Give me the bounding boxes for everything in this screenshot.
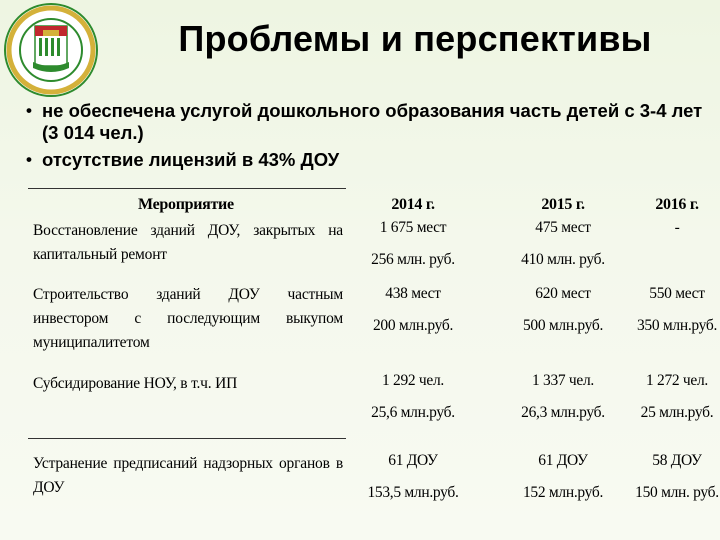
page-title: Проблемы и перспективы <box>178 18 652 59</box>
table-cell: 410 млн. руб. <box>521 251 605 268</box>
header-2014: 2014 г. <box>391 196 435 213</box>
table-cell: 153,5 млн.руб. <box>367 484 459 501</box>
bullet-marker: • <box>26 101 32 120</box>
table-cell: 1 292 чел. <box>381 372 445 389</box>
measures-table <box>28 188 718 538</box>
table-cell: 25 млн.руб. <box>640 404 714 421</box>
header-divider <box>28 188 346 189</box>
table-cell: 550 мест <box>649 285 705 302</box>
table-cell: 26,3 млн.руб. <box>521 404 605 421</box>
table-cell: - <box>674 219 680 236</box>
header-2016: 2016 г. <box>655 196 699 213</box>
bullet-item <box>26 149 706 171</box>
bullet-list <box>26 100 706 176</box>
bullet-marker: • <box>26 150 32 169</box>
table-cell: 1 337 чел. <box>531 372 595 389</box>
header-2015: 2015 г. <box>541 196 585 213</box>
table-cell: 256 млн. руб. <box>371 251 455 268</box>
bullet-text: не обеспечена услугой дошкольного образования часть детей с 3-4 лет (3 014 чел.) <box>42 100 703 143</box>
table-cell: 1 675 мест <box>379 219 447 236</box>
table-cell: 1 272 чел. <box>645 372 709 389</box>
table-cell: 150 млн. руб. <box>635 484 719 501</box>
table-cell: 152 млн.руб. <box>522 484 604 501</box>
table-cell: 350 млн.руб. <box>636 317 718 334</box>
table-cell: 475 мест <box>535 219 591 236</box>
bullet-item <box>26 100 706 144</box>
emblem-logo <box>3 2 99 98</box>
row-divider <box>28 438 346 439</box>
table-row-activity: Устранение предписаний надзорных органов в ДОУ <box>33 455 343 496</box>
table-cell: 438 мест <box>385 285 441 302</box>
bullet-text: отсутствие лицензий в 43% ДОУ <box>42 149 340 170</box>
table-row-activity: Субсидирование НОУ, в т.ч. ИП <box>33 375 238 392</box>
table-cell: 25,6 млн.руб. <box>371 404 455 421</box>
table-cell: 58 ДОУ <box>652 452 702 469</box>
table-row-activity: Строительство зданий ДОУ частным инвестором с последующим выкупом муниципалитетом <box>33 286 343 351</box>
table-cell: 61 ДОУ <box>538 452 588 469</box>
table-row-activity: Восстановление зданий ДОУ, закрытых на капитальный ремонт <box>33 222 343 263</box>
table-cell: 620 мест <box>535 285 591 302</box>
table-cell: 200 млн.руб. <box>372 317 454 334</box>
table-cell: 61 ДОУ <box>388 452 438 469</box>
header-activity: Мероприятие <box>138 196 234 213</box>
table-cell: 500 млн.руб. <box>522 317 604 334</box>
